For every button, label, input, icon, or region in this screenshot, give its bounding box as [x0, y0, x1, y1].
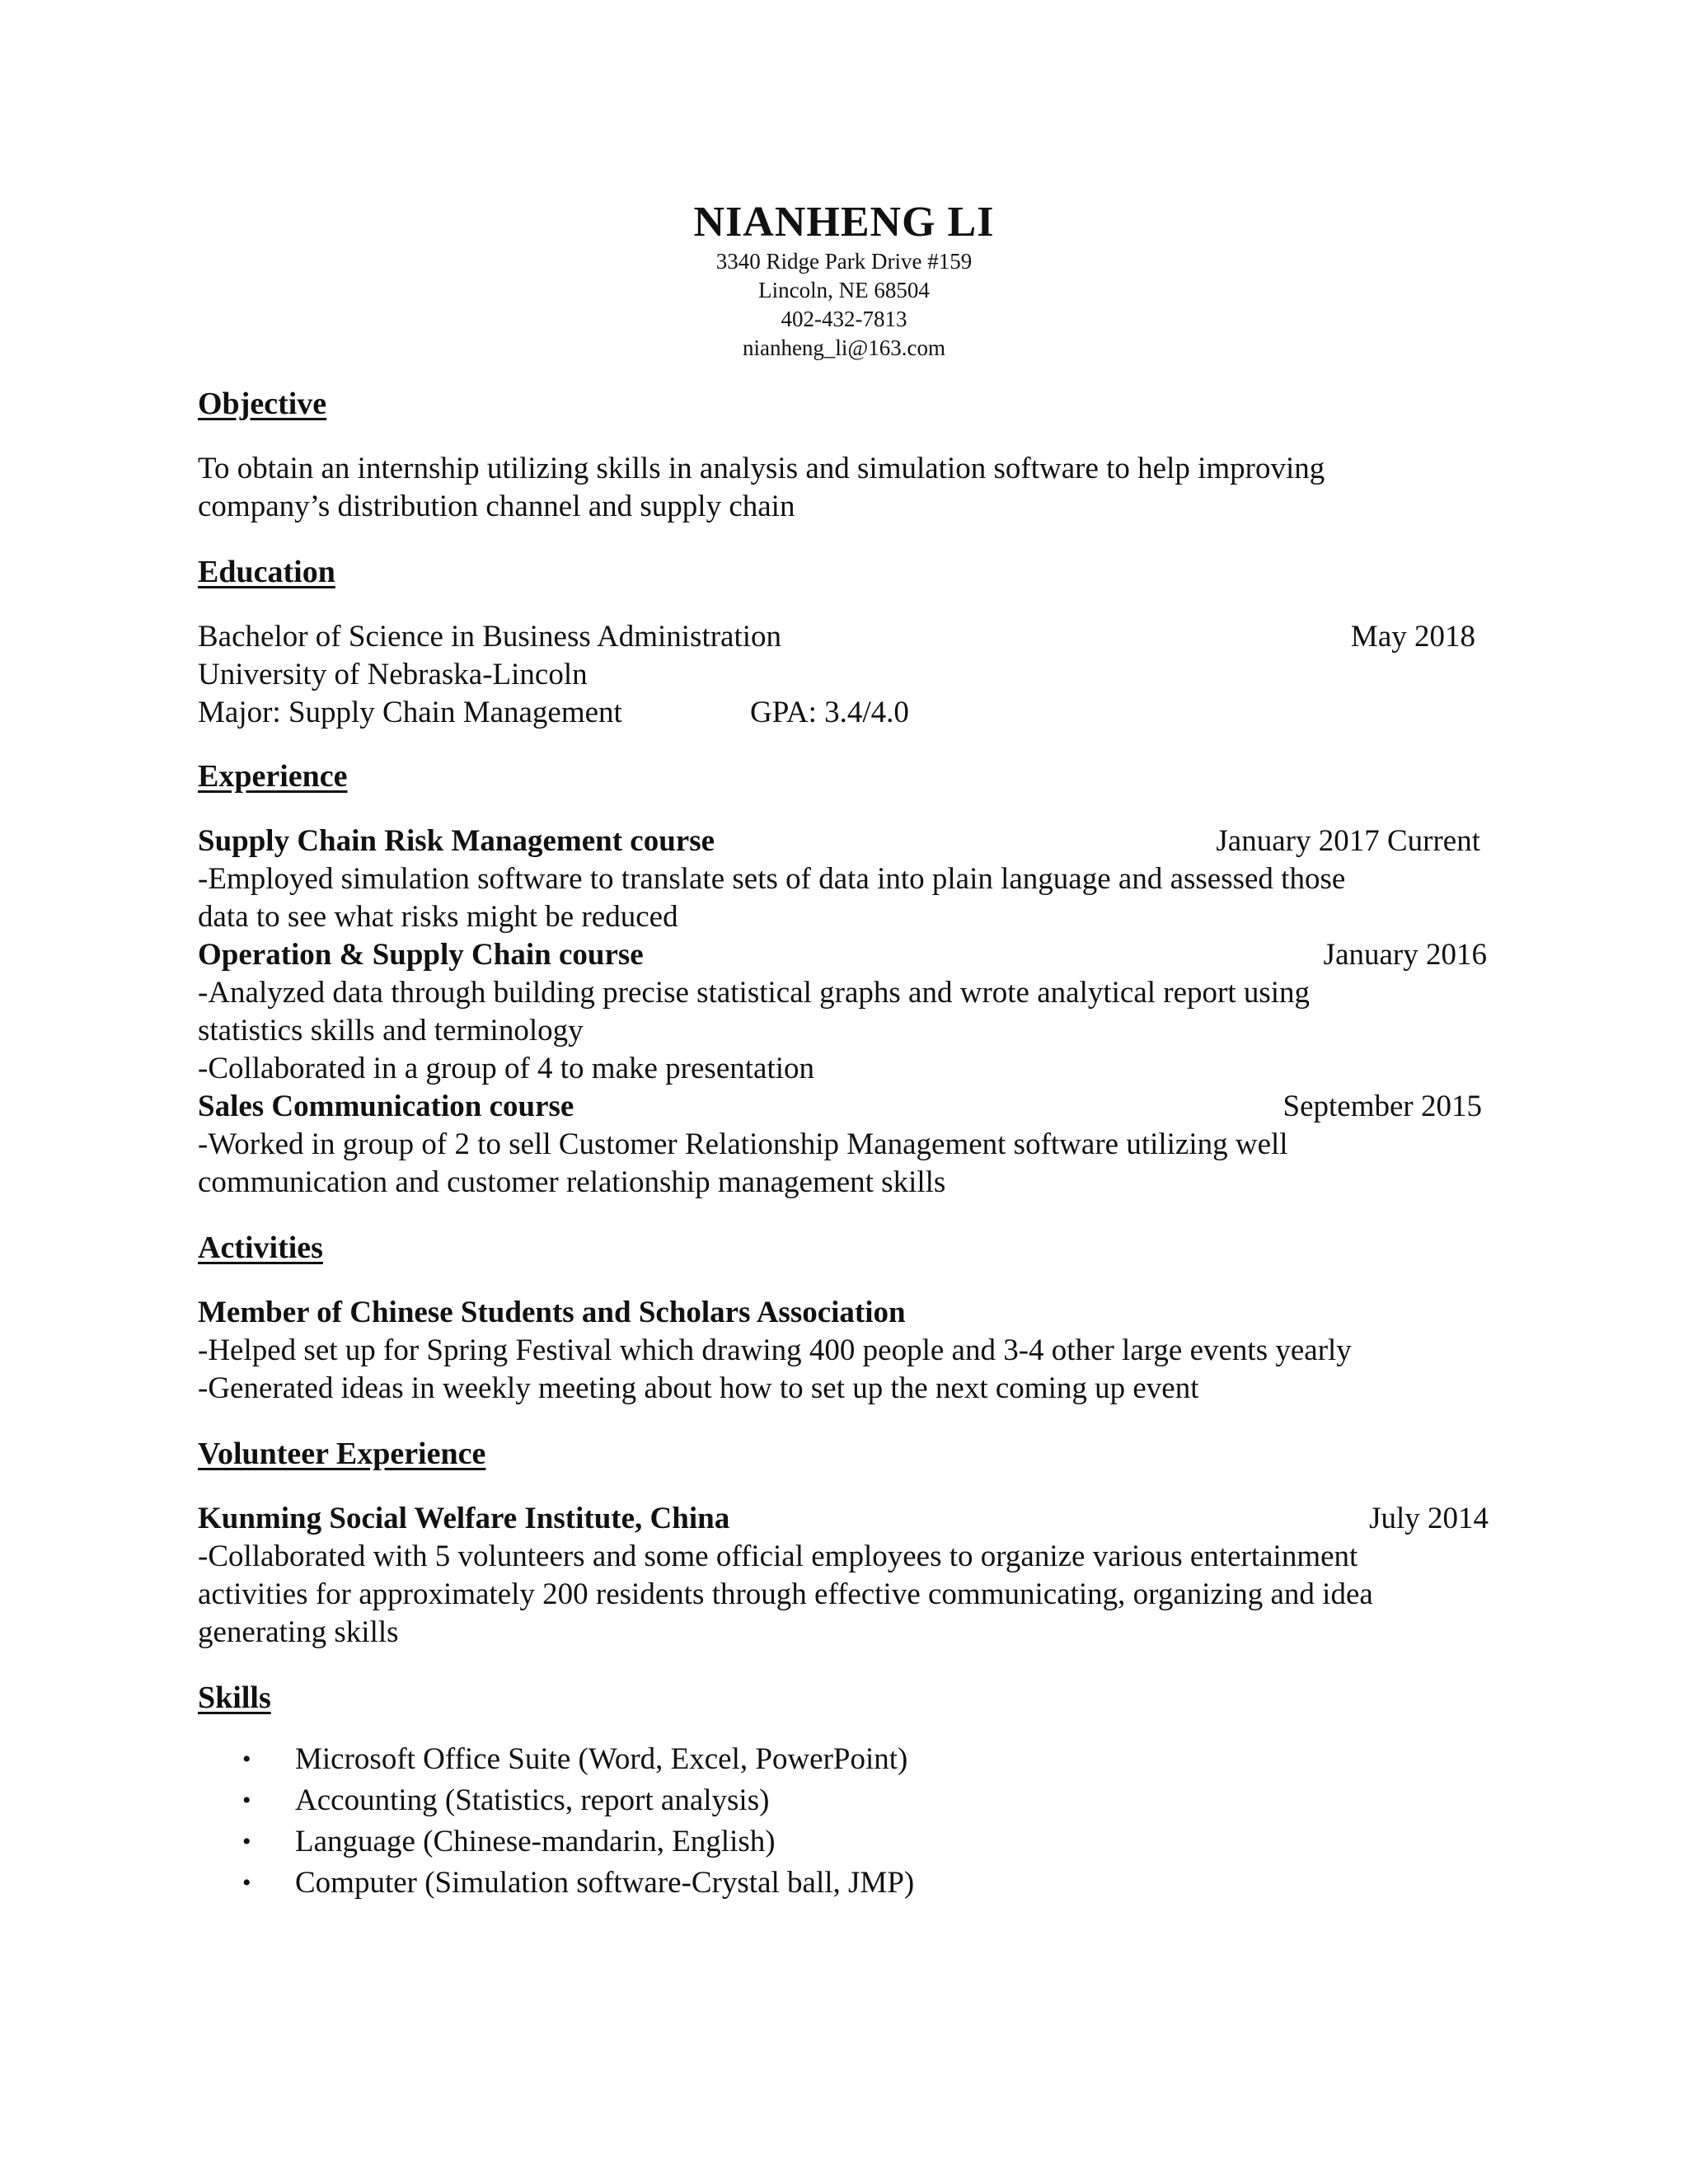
bullet-icon: • [242, 1746, 251, 1773]
skills-list [198, 1739, 914, 1904]
volunteer-item-date: July 2014 [1369, 1502, 1489, 1535]
volunteer-line-2: activities for approximately 200 residents through effective communicating, organizing and idea [198, 1577, 1373, 1611]
skills-list-item [198, 1821, 914, 1863]
skills-list-item [198, 1780, 914, 1821]
skills-list-item [198, 1863, 914, 1904]
bullet-icon: • [242, 1828, 251, 1855]
experience-item-3-date: September 2015 [1282, 1090, 1482, 1123]
experience-item-1-line-1: -Employed simulation software to translate sets of data into plain language and assessed those [198, 862, 1346, 896]
education-degree-row [198, 618, 1490, 656]
experience-item-2-date: January 2016 [1323, 938, 1487, 972]
skills-item-text: Computer (Simulation software-Crystal ball, JMP) [295, 1866, 915, 1900]
skills-heading: Skills [198, 1680, 271, 1715]
experience-item-2-line-3: -Collaborated in a group of 4 to make presentation [198, 1052, 815, 1085]
experience-heading: Experience [198, 759, 348, 794]
education-date: May 2018 [1350, 620, 1475, 654]
email-address: nianheng_li@163.com [742, 335, 946, 360]
experience-item-3-line-2: communication and customer relationship management skills [198, 1165, 946, 1199]
volunteer-line-3: generating skills [198, 1615, 399, 1649]
phone-number: 402-432-7813 [781, 307, 907, 331]
skills-item-text: Accounting (Statistics, report analysis) [295, 1783, 770, 1817]
skills-list-item [198, 1739, 914, 1780]
experience-item-1-date: January 2017 Current [1216, 824, 1480, 858]
skills-item-text: Microsoft Office Suite (Word, Excel, PowerPoint) [295, 1742, 908, 1776]
activities-line-2: -Generated ideas in weekly meeting about how to set up the next coming up event [198, 1371, 1199, 1405]
activities-heading: Activities [198, 1230, 323, 1265]
experience-item-1-row [198, 823, 1490, 860]
experience-item-2-row [198, 936, 1490, 974]
skills-item-text: Language (Chinese-mandarin, English) [295, 1825, 776, 1858]
resume-header [0, 198, 1688, 363]
volunteer-item-heading: Kunming Social Welfare Institute, China [198, 1502, 730, 1535]
bullet-icon: • [242, 1869, 251, 1896]
education-heading: Education [198, 555, 335, 589]
experience-item-3-line-1: -Worked in group of 2 to sell Customer Relationship Management software utilizing well [198, 1127, 1288, 1161]
education-major: Major: Supply Chain Management [198, 696, 622, 729]
experience-item-2-line-1: -Analyzed data through building precise statistical graphs and wrote analytical report using [198, 976, 1311, 1010]
experience-item-2-heading: Operation & Supply Chain course [198, 938, 644, 972]
activities-line-1: -Helped set up for Spring Festival which drawing 400 people and 3-4 other large events yearly [198, 1333, 1352, 1367]
education-major-row [198, 694, 1490, 732]
objective-line-2: company’s distribution channel and supply chain [198, 490, 795, 523]
address-line-1: 3340 Ridge Park Drive #159 [715, 249, 973, 274]
education-gpa: GPA: 3.4/4.0 [750, 696, 909, 729]
activities-item-heading: Member of Chinese Students and Scholars Association [198, 1296, 906, 1329]
bullet-icon: • [242, 1787, 251, 1814]
experience-item-2-line-2: statistics skills and terminology [198, 1014, 584, 1047]
volunteer-item-row [198, 1500, 1490, 1538]
candidate-name: NIANHENG LI [693, 199, 995, 246]
experience-item-1-heading: Supply Chain Risk Management course [198, 824, 715, 858]
experience-item-3-row [198, 1088, 1490, 1126]
objective-heading: Objective [198, 387, 327, 421]
education-university: University of Nebraska-Lincoln [198, 658, 588, 691]
address-line-2: Lincoln, NE 68504 [758, 278, 930, 302]
volunteer-heading: Volunteer Experience [198, 1436, 486, 1471]
objective-line-1: To obtain an internship utilizing skills in analysis and simulation software to help improving [198, 452, 1325, 485]
education-degree: Bachelor of Science in Business Administration [198, 620, 782, 654]
experience-item-1-line-2: data to see what risks might be reduced [198, 900, 678, 934]
experience-item-3-heading: Sales Communication course [198, 1090, 574, 1123]
volunteer-line-1: -Collaborated with 5 volunteers and some official employees to organize various entertainment [198, 1540, 1358, 1573]
